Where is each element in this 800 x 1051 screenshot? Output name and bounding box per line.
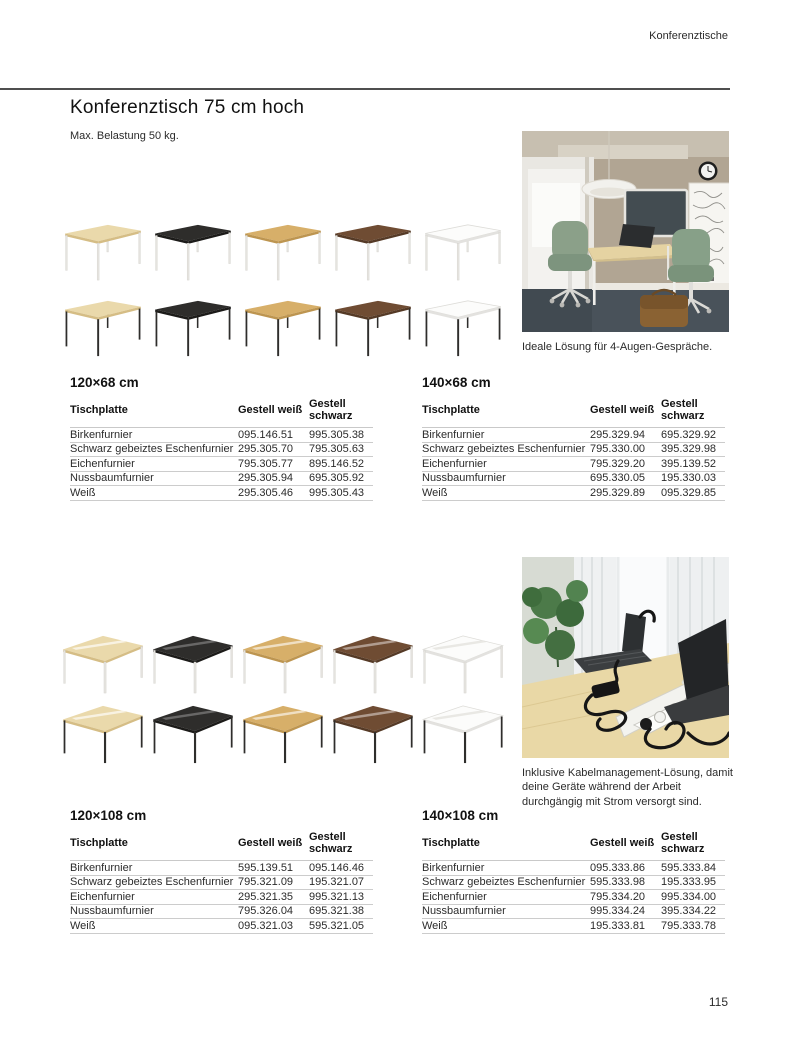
max-load-note: Max. Belastung 50 kg. (70, 130, 179, 142)
column-header-gestell-schwarz: Gestell schwarz (309, 831, 353, 855)
article-number: 195.321.07 (309, 876, 365, 889)
article-number: 595.321.05 (309, 919, 365, 932)
column-header-gestell-schwarz: Gestell schwarz (661, 398, 705, 422)
column-header-gestell-schwarz: Gestell schwarz (661, 831, 705, 855)
table-header (70, 829, 373, 861)
article-number: 295.329.94 (590, 428, 646, 441)
finish-name: Birkenfurnier (422, 861, 485, 874)
table-row (422, 486, 725, 501)
size-heading: 120×108 cm (70, 808, 147, 823)
product-image-68-black-legs (418, 289, 508, 365)
column-header-tischplatte: Tischplatte (422, 404, 480, 416)
cable-management-illustration (522, 557, 729, 758)
product-image-68-white-legs (418, 213, 508, 289)
product-image-68-white-legs (58, 213, 148, 289)
finish-name: Weiß (422, 486, 448, 499)
table-row (422, 905, 725, 920)
page-number: 115 (708, 995, 728, 1009)
table-row (422, 428, 725, 443)
finish-name: Weiß (422, 919, 448, 932)
column-header-gestell-weiss: Gestell weiß (590, 404, 655, 416)
product-image-108-white-legs (148, 628, 238, 698)
finish-name: Eichenfurnier (70, 890, 135, 903)
article-number: 095.321.03 (238, 919, 294, 932)
finish-name: Weiß (70, 486, 96, 499)
article-number: 195.330.03 (661, 472, 717, 485)
table-row (70, 890, 373, 905)
table-row (422, 919, 725, 934)
article-number: 795.305.63 (309, 443, 365, 456)
finish-name: Birkenfurnier (70, 861, 133, 874)
product-row-white-legs (58, 213, 508, 289)
cable-management-photo (522, 557, 729, 758)
article-number: 795.329.20 (590, 457, 646, 470)
product-image-68-black-legs (148, 289, 238, 365)
article-number: 295.305.70 (238, 443, 294, 456)
size-heading: 140×68 cm (422, 375, 491, 390)
finish-name: Schwarz gebeiztes Eschenfurnier (70, 876, 234, 889)
article-number: 295.321.35 (238, 890, 294, 903)
product-image-68-black-legs (58, 289, 148, 365)
meeting-room-illustration (522, 131, 729, 332)
product-image-68-white-legs (148, 213, 238, 289)
column-header-tischplatte: Tischplatte (422, 837, 480, 849)
table-row (422, 890, 725, 905)
size-heading: 140×108 cm (422, 808, 499, 823)
article-number: 695.321.38 (309, 905, 365, 918)
column-header-gestell-weiss: Gestell weiß (238, 404, 303, 416)
table-row (70, 861, 373, 876)
product-grid-68 (58, 213, 508, 365)
finish-name: Nussbaumfurnier (70, 905, 154, 918)
column-header-gestell-weiss: Gestell weiß (238, 837, 303, 849)
article-number: 995.305.38 (309, 428, 365, 441)
table-row (70, 443, 373, 458)
finish-name: Weiß (70, 919, 96, 932)
article-number: 795.321.09 (238, 876, 294, 889)
product-image-108-white-legs (58, 628, 148, 698)
finish-name: Schwarz gebeiztes Eschenfurnier (422, 876, 586, 889)
finish-name: Nussbaumfurnier (422, 472, 506, 485)
product-row-white-legs (58, 628, 508, 698)
product-image-108-black-legs (328, 698, 418, 768)
article-number: 595.333.84 (661, 861, 717, 874)
article-number: 795.334.20 (590, 890, 646, 903)
table-row (422, 443, 725, 458)
table-row (70, 876, 373, 891)
price-table-140x108 (422, 808, 725, 934)
size-heading: 120×68 cm (70, 375, 139, 390)
finish-name: Eichenfurnier (422, 890, 487, 903)
article-number: 695.305.92 (309, 472, 365, 485)
table-row (70, 905, 373, 920)
article-number: 095.333.86 (590, 861, 646, 874)
table-row (70, 486, 373, 501)
table-header (422, 829, 725, 861)
product-image-68-white-legs (238, 213, 328, 289)
wall-clock-icon (699, 162, 718, 181)
product-image-68-black-legs (328, 289, 418, 365)
table-header (422, 396, 725, 428)
article-number: 295.329.89 (590, 486, 646, 499)
product-image-108-white-legs (328, 628, 418, 698)
section-header: Konferenztische (649, 30, 728, 42)
article-number: 995.334.24 (590, 905, 646, 918)
product-image-108-black-legs (58, 698, 148, 768)
finish-name: Nussbaumfurnier (70, 472, 154, 485)
column-header-tischplatte: Tischplatte (70, 837, 128, 849)
price-table-140x68 (422, 375, 725, 501)
table-header (70, 396, 373, 428)
article-number: 095.146.51 (238, 428, 294, 441)
product-grid-108 (58, 628, 508, 768)
article-number: 995.305.43 (309, 486, 365, 499)
table-row (422, 472, 725, 487)
article-number: 195.333.81 (590, 919, 646, 932)
article-number: 795.333.78 (661, 919, 717, 932)
table-row (70, 428, 373, 443)
meeting-room-photo (522, 131, 729, 332)
article-number: 795.330.00 (590, 443, 646, 456)
price-table-120x68 (70, 375, 373, 501)
article-number: 095.146.46 (309, 861, 365, 874)
article-number: 395.139.52 (661, 457, 717, 470)
article-number: 695.330.05 (590, 472, 646, 485)
article-number: 395.334.22 (661, 905, 717, 918)
article-number: 795.305.77 (238, 457, 294, 470)
column-header-gestell-weiss: Gestell weiß (590, 837, 655, 849)
product-image-108-black-legs (418, 698, 508, 768)
page-title: Konferenztisch 75 cm hoch (70, 97, 305, 118)
article-number: 295.305.94 (238, 472, 294, 485)
article-number: 695.329.92 (661, 428, 717, 441)
table-row (70, 457, 373, 472)
finish-name: Eichenfurnier (70, 457, 135, 470)
column-header-gestell-schwarz: Gestell schwarz (309, 398, 353, 422)
article-number: 295.305.46 (238, 486, 294, 499)
photo-caption: Inklusive Kabelmanagement-Lösung, damit deine Geräte während der Arbeit durchgängig mit Strom versorgt sind. (522, 767, 733, 808)
article-number: 995.334.00 (661, 890, 717, 903)
product-image-108-white-legs (238, 628, 328, 698)
product-row-black-legs (58, 289, 508, 365)
product-image-68-black-legs (238, 289, 328, 365)
article-number: 195.333.95 (661, 876, 717, 889)
article-number: 895.146.52 (309, 457, 365, 470)
product-image-108-black-legs (238, 698, 328, 768)
finish-name: Schwarz gebeiztes Eschenfurnier (70, 443, 234, 456)
table-row (422, 457, 725, 472)
laptop (619, 224, 655, 248)
finish-name: Birkenfurnier (70, 428, 133, 441)
product-image-108-black-legs (148, 698, 238, 768)
finish-name: Birkenfurnier (422, 428, 485, 441)
column-header-tischplatte: Tischplatte (70, 404, 128, 416)
product-row-black-legs (58, 698, 508, 768)
finish-name: Eichenfurnier (422, 457, 487, 470)
table-row (422, 876, 725, 891)
price-table-120x108 (70, 808, 373, 934)
product-image-108-white-legs (418, 628, 508, 698)
photo-caption: Ideale Lösung für 4-Augen-Gespräche. (522, 341, 713, 353)
article-number: 595.333.98 (590, 876, 646, 889)
article-number: 995.321.13 (309, 890, 365, 903)
article-number: 395.329.98 (661, 443, 717, 456)
table-row (70, 472, 373, 487)
finish-name: Schwarz gebeiztes Eschenfurnier (422, 443, 586, 456)
table-row (70, 919, 373, 934)
product-image-68-white-legs (328, 213, 418, 289)
header-rule (0, 88, 730, 90)
article-number: 095.329.85 (661, 486, 717, 499)
finish-name: Nussbaumfurnier (422, 905, 506, 918)
table-row (422, 861, 725, 876)
leather-bag (640, 290, 688, 327)
article-number: 795.326.04 (238, 905, 294, 918)
article-number: 595.139.51 (238, 861, 294, 874)
